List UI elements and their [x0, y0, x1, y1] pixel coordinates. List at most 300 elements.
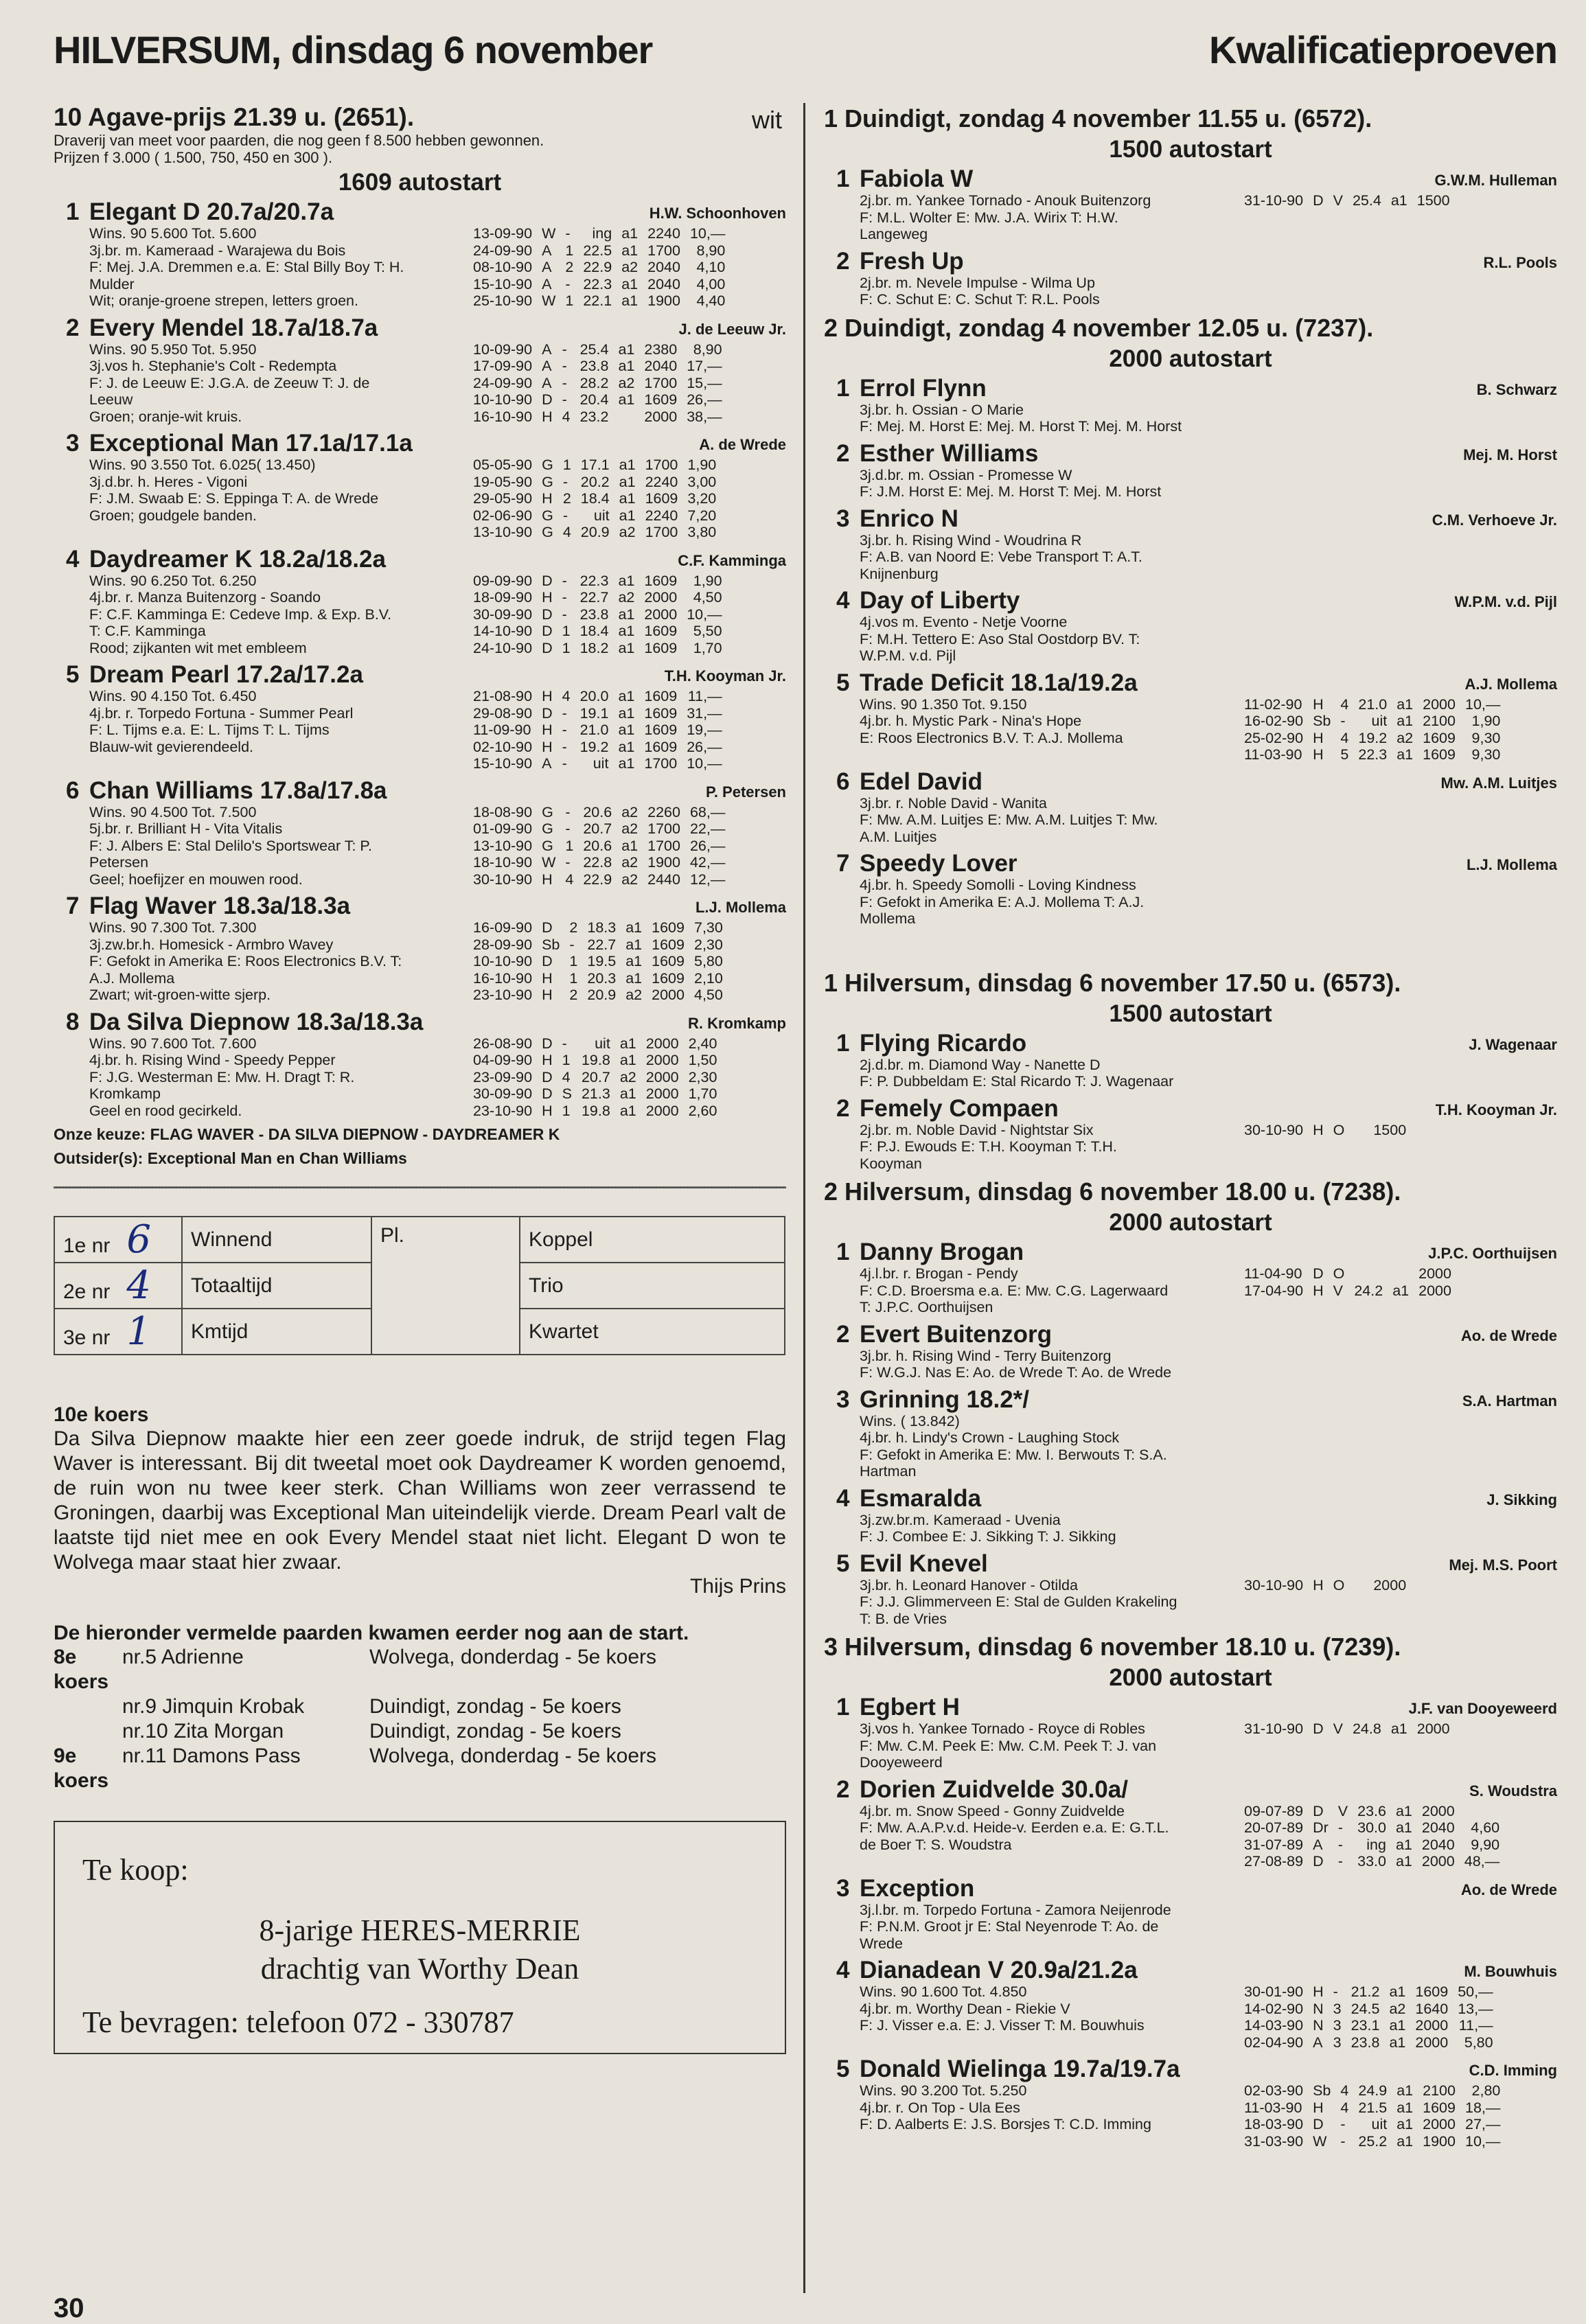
- race-history: [1234, 1983, 1557, 2051]
- info-line: 2j.d.br. m. Diamond Way - Nanette D: [860, 1056, 1101, 1073]
- race-history-row: [463, 391, 722, 409]
- race-history-cell: 5: [1340, 746, 1349, 763]
- race-history-cell: 24.8: [1352, 1721, 1381, 1737]
- betting-form: [54, 1216, 785, 1355]
- info-line: Wrede: [860, 1935, 903, 1952]
- info-line: F: C.F. Kamminga E: Cedeve Imp. & Exp. B.V.: [89, 606, 392, 623]
- race-history-cell: a2: [618, 374, 635, 391]
- race-history-cell: H: [1313, 695, 1324, 713]
- race-history-cell: -: [562, 341, 567, 358]
- horse-title-row: [824, 1096, 1557, 1122]
- horse-details: [54, 457, 786, 541]
- race-history-cell: 1: [565, 242, 574, 259]
- race-history-cell: D: [542, 953, 553, 969]
- horse-number: 5: [836, 1550, 850, 1577]
- race-history-cell: 4,50: [693, 589, 722, 606]
- earlier-horse: nr.10 Zita Morgan: [122, 1720, 284, 1742]
- race-history-cell: 21-08-90: [473, 688, 533, 704]
- race-history-cell: a1: [1397, 2116, 1414, 2132]
- race-history-cell: 1609: [652, 919, 685, 936]
- info-line: F: D. Aalberts E: J.S. Borsjes T: C.D. Imming: [860, 2116, 1151, 2132]
- race-history-cell: Sb: [1313, 713, 1331, 729]
- race-history-cell: 24.9: [1358, 2082, 1388, 2099]
- race-history-cell: 17,—: [687, 358, 722, 374]
- race-history-cell: 2000: [645, 1068, 679, 1085]
- info-line: Groen; goudgele banden.: [89, 507, 257, 524]
- race-history-cell: A: [542, 275, 552, 292]
- info-line: 2j.br. m. Yankee Tornado - Anouk Buitenzorg: [860, 192, 1151, 209]
- race-history-cell: 26,—: [687, 738, 722, 755]
- race-history-row: [463, 987, 723, 1004]
- race-history-row: [463, 1103, 717, 1120]
- race-history-cell: 18-09-90: [473, 589, 533, 606]
- horse-info: [860, 1902, 1234, 1953]
- horse-info: [860, 1057, 1234, 1090]
- info-line: Kooyman: [860, 1155, 922, 1172]
- horse-title-row: [824, 441, 1557, 467]
- info-line: A.J. Mollema: [89, 969, 175, 987]
- race-history-cell: 1900: [1423, 2132, 1456, 2150]
- horse-details: [824, 877, 1557, 928]
- race-history-row: [463, 953, 723, 970]
- info-line: 3j.zw.br.h. Homesick - Armbro Wavey: [89, 936, 334, 953]
- horse-entry: [824, 1239, 1557, 1316]
- race-history-row: [463, 970, 723, 987]
- info-line: Wit; oranje-groene strepen, letters groen.: [89, 292, 358, 309]
- horse-details: [54, 341, 786, 426]
- race-history-cell: -: [562, 572, 567, 589]
- race-history-row: [463, 524, 716, 541]
- outsiders: Outsider(s): Exceptional Man en Chan Williams: [54, 1149, 407, 1167]
- race-history-cell: 1609: [1423, 2099, 1456, 2116]
- classified-ad: [54, 1821, 786, 2054]
- race-description: Draverij van meet voor paarden, die nog geen f 8.500 hebben gewonnen.: [54, 132, 544, 149]
- info-line: 4j.br. m. Snow Speed - Gonny Zuidvelde: [860, 1802, 1125, 1819]
- race-history-cell: 08-10-90: [473, 259, 533, 275]
- race-history-cell: 1: [565, 292, 574, 309]
- race-history-cell: 9,30: [1471, 746, 1501, 763]
- race-history-cell: 1609: [652, 969, 685, 987]
- horse-info: [860, 877, 1234, 928]
- race-history-cell: 8,90: [693, 341, 722, 358]
- race-history-cell: A: [1313, 2034, 1323, 2051]
- race-history-row: [1234, 1721, 1460, 1738]
- race-history-cell: A: [542, 242, 552, 259]
- horse-name: [824, 1694, 960, 1721]
- horse-title-row: [54, 778, 786, 804]
- horse-title-row: [54, 547, 786, 573]
- race-history-cell: 27,—: [1464, 2116, 1501, 2132]
- race-history: [1234, 1265, 1557, 1316]
- race-history-cell: 20.0: [579, 688, 609, 704]
- race-history-cell: 10-10-90: [473, 953, 533, 969]
- race-history-cell: 23.8: [579, 358, 609, 374]
- info-line: Wins. 90 1.600 Tot. 4.850: [860, 1983, 1027, 2000]
- race-history: [1234, 532, 1557, 583]
- race-history-row: [1234, 730, 1500, 747]
- info-line: Rood; zijkanten wit met embleem: [89, 639, 307, 656]
- race-history-cell: 2380: [644, 341, 678, 358]
- race-history-cell: 1: [562, 1102, 571, 1119]
- race-history-cell: -: [562, 755, 567, 772]
- horse-trainer: T.H. Kooyman Jr.: [664, 667, 786, 684]
- race-history-cell: a1: [1397, 746, 1414, 763]
- horse-trainer: R.L. Pools: [1483, 253, 1557, 271]
- info-line: de Boer T: S. Woudstra: [860, 1836, 1012, 1853]
- ad-body: [55, 1911, 785, 1988]
- race-history: [1234, 1902, 1557, 1953]
- info-line: Geel; hoefijzer en mouwen rood.: [89, 871, 303, 888]
- race-history-row: [463, 259, 725, 276]
- race-history-cell: 2000: [652, 987, 685, 1003]
- info-line: F: J. de Leeuw E: J.G.A. de Zeeuw T: J. de: [89, 374, 370, 391]
- race-history-cell: Sb: [542, 936, 560, 953]
- race-history-cell: 9,30: [1471, 729, 1501, 746]
- race-history: [1234, 2082, 1557, 2150]
- horse-number: 1: [66, 198, 80, 225]
- race-history-cell: -: [1337, 1836, 1343, 1853]
- race-history-cell: 22.1: [583, 292, 612, 309]
- race-history-cell: 1700: [647, 820, 680, 837]
- horse-number: 2: [836, 439, 850, 467]
- info-line: 4j.br. r. Manza Buitenzorg - Soando: [89, 589, 321, 606]
- race-history-cell: 21.0: [1358, 695, 1388, 713]
- race-history-cell: D: [542, 639, 553, 656]
- race-history-cell: 2440: [647, 871, 680, 888]
- horse-info: [860, 2082, 1234, 2150]
- race-history-cell: -: [562, 358, 567, 374]
- race-history-cell: 25.4: [579, 341, 609, 358]
- race-history-cell: N: [1313, 2000, 1324, 2017]
- race-history-cell: -: [562, 374, 567, 391]
- race-history-cell: a1: [1389, 2017, 1406, 2034]
- race-history: [463, 804, 786, 888]
- race-history-cell: D: [542, 391, 553, 408]
- info-line: T: B. de Vries: [860, 1610, 947, 1627]
- section-gap: [824, 933, 1557, 967]
- info-line: 4j.br. h. Mystic Park - Nina's Hope: [860, 713, 1082, 729]
- horse-details: [824, 1721, 1557, 1771]
- race-history-cell: H: [1313, 2099, 1324, 2116]
- race-history-cell: 2000: [1415, 2017, 1449, 2034]
- race-start-type: 2000 autostart: [1109, 345, 1272, 372]
- race-history-cell: H: [542, 490, 553, 507]
- horse-entry: [54, 430, 786, 541]
- horse-trainer: H.W. Schoonhoven: [649, 205, 786, 222]
- race-history-row: [463, 871, 725, 888]
- race-history-cell: 28.2: [579, 374, 609, 391]
- form-cell: Koppel: [520, 1217, 785, 1263]
- race-history-cell: 18-10-90: [473, 854, 533, 871]
- race-history-cell: 38,—: [687, 408, 722, 425]
- race-history-table: [463, 225, 725, 310]
- horse-number: 1: [836, 1029, 850, 1057]
- race-history-cell: O: [1333, 1576, 1345, 1594]
- race-history-cell: 2000: [645, 1052, 679, 1068]
- race-history: [463, 1035, 786, 1120]
- horse-info: [89, 919, 463, 1004]
- race-history-cell: 4: [1340, 695, 1349, 713]
- horse-info: [89, 1035, 463, 1120]
- earlier-location: Wolvega, donderdag - 5e koers: [369, 1745, 657, 1767]
- horse-details: [54, 225, 786, 310]
- race-history-cell: 2040: [1421, 1819, 1455, 1836]
- horse-name-text: Exception: [860, 1874, 975, 1902]
- info-line: F: J.M. Horst E: Mej. M. Horst T: Mej. M. Horst: [860, 483, 1162, 500]
- info-line: F: L. Tijms e.a. E: L. Tijms T: L. Tijms: [89, 722, 330, 738]
- race-history-cell: uit: [1371, 2116, 1388, 2132]
- race-history-cell: 4: [1340, 2099, 1349, 2116]
- ad-contact: Te bevragen: telefoon 072 - 330787: [82, 2005, 514, 2039]
- horse-list: [54, 199, 786, 1119]
- race-history-cell: -: [562, 722, 567, 738]
- horse-details: [824, 1902, 1557, 1953]
- earlier-location: Duindigt, zondag - 5e koers: [369, 1695, 621, 1718]
- race-history-cell: W: [542, 292, 556, 309]
- race-history-cell: D: [542, 1068, 553, 1085]
- race-history-cell: G: [542, 457, 553, 473]
- race-history-cell: 30-10-90: [1244, 1121, 1304, 1138]
- horse-info: [860, 696, 1234, 763]
- race-history-cell: a1: [619, 473, 636, 490]
- race-history-cell: [1455, 1803, 1499, 1820]
- race-history-cell: 2,30: [693, 936, 723, 953]
- race-history-cell: 18-08-90: [473, 803, 533, 820]
- race-history-cell: 29-08-90: [473, 704, 533, 722]
- race-history-cell: G: [542, 524, 553, 540]
- horse-name-text: Fresh Up: [860, 247, 964, 275]
- race-history-cell: 22.3: [579, 572, 609, 589]
- horse-title-row: [54, 199, 786, 225]
- horse-info: [860, 192, 1234, 243]
- race-history-cell: 4,40: [696, 292, 726, 309]
- info-line: F: M.H. Tettero E: Aso Stal Oostdorp BV. T:: [860, 630, 1140, 647]
- ad-body-line: 8-jarige HERES-MERRIE: [259, 1913, 581, 1947]
- horse-trainer: W.P.M. v.d. Pijl: [1454, 593, 1557, 610]
- race-history: [1234, 1512, 1557, 1545]
- info-line: Wins. 90 7.600 Tot. 7.600: [89, 1035, 257, 1052]
- horse-info: [860, 275, 1234, 308]
- divider: [54, 1186, 786, 1188]
- horse-name-text: Daydreamer K 18.2a/18.2a: [89, 545, 386, 573]
- race-history-cell: 4: [565, 871, 574, 888]
- race-history-cell: 1900: [647, 292, 680, 309]
- race-history-row: [463, 739, 722, 756]
- horse-info: [860, 532, 1234, 583]
- info-line: 5j.br. r. Brilliant H - Vita Vitalis: [89, 820, 283, 837]
- race-history-cell: 11-03-90: [1244, 2099, 1302, 2116]
- race-history-cell: V: [1333, 1721, 1343, 1737]
- race-history-cell: a1: [1395, 1819, 1412, 1836]
- info-line: 2j.br. m. Nevele Impulse - Wilma Up: [860, 274, 1095, 291]
- race-history-cell: 2040: [647, 259, 680, 275]
- horse-entry: [54, 315, 786, 426]
- race-history-cell: 1609: [1415, 1983, 1449, 2000]
- race-history-cell: 02-10-90: [473, 738, 533, 755]
- race-history-cell: D: [1313, 1853, 1324, 1869]
- horse-name: [824, 1551, 988, 1577]
- horse-name: [54, 430, 413, 457]
- race-history-cell: 10-09-90: [473, 341, 533, 358]
- horse-entry: [824, 506, 1557, 583]
- race-history-cell: 33.0: [1357, 1853, 1386, 1869]
- race-history-cell: a2: [1389, 2000, 1406, 2017]
- horse-title-row: [824, 1876, 1557, 1902]
- race-history-cell: [608, 409, 634, 426]
- horse-number: 4: [836, 1957, 850, 1983]
- race-history-table: [463, 573, 722, 657]
- race-history-cell: 2000: [1373, 1576, 1407, 1594]
- info-line: Hartman: [860, 1463, 917, 1480]
- horse-info: [860, 467, 1234, 501]
- horse-details: [824, 402, 1557, 435]
- race-history-cell: 27-08-89: [1244, 1853, 1304, 1869]
- race-history-cell: a1: [618, 688, 635, 704]
- race-history-cell: 17-04-90: [1244, 1282, 1304, 1299]
- horse-name-text: Enrico N: [860, 505, 958, 532]
- horse-details: [824, 795, 1557, 846]
- horse-number: 5: [836, 2056, 850, 2082]
- race-history-cell: a1: [1390, 192, 1407, 209]
- race-history-cell: 5,80: [1464, 2034, 1493, 2051]
- horse-trainer: S.A. Hartman: [1462, 1392, 1557, 1410]
- race-history-cell: [1354, 1122, 1364, 1139]
- horse-trainer: J. Wagenaar: [1469, 1035, 1557, 1053]
- race-history-cell: 2,60: [688, 1102, 717, 1119]
- horse-info: [860, 614, 1234, 665]
- race-history-cell: 22.7: [587, 936, 617, 953]
- horse-title-row: [824, 1387, 1557, 1413]
- horse-details: [54, 1035, 786, 1120]
- race-history-cell: a2: [618, 589, 635, 606]
- race-history-cell: H: [542, 987, 553, 1003]
- race-history-cell: 5,50: [693, 623, 722, 639]
- horse-number: 4: [66, 545, 80, 573]
- horse-trainer: Ao. de Wrede: [1460, 1880, 1557, 1898]
- race-history-cell: 24.2: [1354, 1282, 1383, 1299]
- horse-name-text: Day of Liberty: [860, 587, 1020, 614]
- race-history-cell: -: [562, 1035, 567, 1052]
- race-history-cell: a1: [625, 919, 643, 936]
- race-history-cell: 4: [1340, 2082, 1349, 2099]
- race-history-cell: a1: [1397, 2132, 1414, 2150]
- horse-name: [54, 893, 350, 919]
- race-history-cell: 10,—: [687, 755, 722, 772]
- info-line: 3j.br. m. Kameraad - Warajewa du Bois: [89, 242, 346, 259]
- race-history-cell: 17-09-90: [473, 358, 533, 374]
- horse-name: [54, 315, 378, 341]
- horse-trainer: M. Bouwhuis: [1464, 1963, 1557, 1980]
- commentary-text: Da Silva Diepnow maakte hier een zeer goede indruk, de strijd tegen Flag Waver is interessant. Bij dit tweetal moet ook Daydreamer K worden genoemd, de ruin won nu twee keer sterk. Chan Williams won zeer verrassend te Groningen, daarbij was Exceptional Man uiteindelijk vierde. Dream Pearl valt de laatste tijd niet mee en ook Every Mendel staat niet licht. Elegant D won te Wolvega maar staat hier zwaar.: [54, 1427, 786, 1574]
- race-history-cell: 1,70: [688, 1085, 717, 1102]
- race-history-cell: 2000: [645, 1035, 679, 1052]
- race-history-cell: a1: [618, 755, 635, 772]
- race-history-cell: 1: [569, 953, 578, 969]
- race-history-row: [463, 1052, 717, 1069]
- horse-name-text: Dianadean V 20.9a/21.2a: [860, 1957, 1138, 1983]
- race-history-cell: 2,40: [688, 1035, 717, 1052]
- horse-info: [860, 1265, 1234, 1316]
- horse-info: [860, 795, 1234, 846]
- race-history-cell: H: [542, 1102, 553, 1119]
- race-history-row: [463, 573, 722, 590]
- horse-trainer: J.P.C. Oorthuijsen: [1428, 1245, 1557, 1262]
- horse-entry: [824, 1777, 1557, 1870]
- info-line: 4j.br. h. Speedy Somolli - Loving Kindness: [860, 877, 1136, 893]
- race-history-cell: 01-09-90: [473, 820, 533, 837]
- info-line: 3j.d.br. m. Ossian - Promesse W: [860, 466, 1072, 483]
- horse-name-text: Evil Knevel: [860, 1550, 988, 1577]
- horse-entry: [54, 199, 786, 310]
- horse-number: 3: [66, 430, 80, 457]
- horse-name: [54, 662, 363, 688]
- race-history: [463, 225, 786, 310]
- race-history-cell: 2000: [644, 408, 678, 425]
- race-history-cell: 25.4: [1352, 192, 1381, 209]
- race-history: [463, 457, 786, 541]
- race-title: 10 Agave-prijs 21.39 u. (2651). wit: [54, 103, 782, 134]
- race-history-cell: 19.2: [1358, 729, 1388, 746]
- earlier-race: 8e koers: [54, 1646, 109, 1693]
- race-history-cell: 20-07-89: [1244, 1819, 1304, 1836]
- info-line: F: J. Visser e.a. E: J. Visser T: M. Bouwhuis: [860, 2017, 1145, 2034]
- race-history-cell: a1: [618, 341, 635, 358]
- race-history-cell: D: [542, 704, 553, 722]
- race-history-cell: a1: [625, 936, 643, 953]
- info-line: 3j.d.br. h. Heres - Vigoni: [89, 473, 248, 490]
- info-line: Kromkamp: [89, 1085, 161, 1102]
- race-history-cell: 20.6: [583, 803, 612, 820]
- info-line: Leeuw: [89, 391, 133, 408]
- race-history-cell: a1: [1389, 2034, 1406, 2051]
- horse-name: [824, 588, 1020, 614]
- form-cell: Trio: [520, 1263, 785, 1309]
- horse-details: [824, 1348, 1557, 1381]
- info-line: Blauw-wit gevierendeeld.: [89, 738, 254, 755]
- race-history-cell: 1700: [644, 374, 678, 391]
- race-history-cell: 2040: [647, 275, 680, 292]
- horse-name: [54, 199, 334, 225]
- horse-trainer: A.J. Mollema: [1464, 675, 1557, 693]
- info-line: F: C. Schut E: C. Schut T: R.L. Pools: [860, 291, 1100, 308]
- form-cell: Winnend: [182, 1217, 371, 1263]
- race-history-cell: 05-05-90: [473, 457, 533, 473]
- race-history-cell: -: [562, 473, 568, 490]
- race-history-cell: 9,90: [1471, 1836, 1500, 1853]
- race-history-cell: 11-09-90: [473, 722, 531, 738]
- info-line: Wins. 90 4.150 Tot. 6.450: [89, 688, 257, 704]
- race-history-cell: 1609: [652, 936, 685, 953]
- race-history-cell: 11,—: [687, 688, 722, 704]
- race-history-row: [1234, 1265, 1461, 1282]
- horse-details: [824, 467, 1557, 501]
- horse-name-text: Fabiola W: [860, 165, 974, 192]
- horse-name-text: Egbert H: [860, 1694, 960, 1721]
- horse-info: [860, 1348, 1234, 1381]
- race-history-table: [463, 804, 725, 888]
- race-history-cell: a1: [618, 722, 635, 738]
- race-history-cell: uit: [593, 755, 609, 772]
- race-history-cell: 16-02-90: [1244, 713, 1304, 729]
- race-history-cell: 7,30: [693, 919, 723, 936]
- earlier-starts-heading: De hieronder vermelde paarden kwamen eerder nog aan de start.: [54, 1622, 689, 1644]
- horse-trainer: T.H. Kooyman Jr.: [1435, 1101, 1557, 1118]
- info-line: T: J.P.C. Oorthuijsen: [860, 1299, 993, 1315]
- race-history-cell: a1: [1397, 695, 1414, 713]
- race-history-cell: H: [1313, 1282, 1324, 1299]
- horse-info: [89, 573, 463, 657]
- horse-trainer: C.M. Verhoeve Jr.: [1432, 511, 1557, 529]
